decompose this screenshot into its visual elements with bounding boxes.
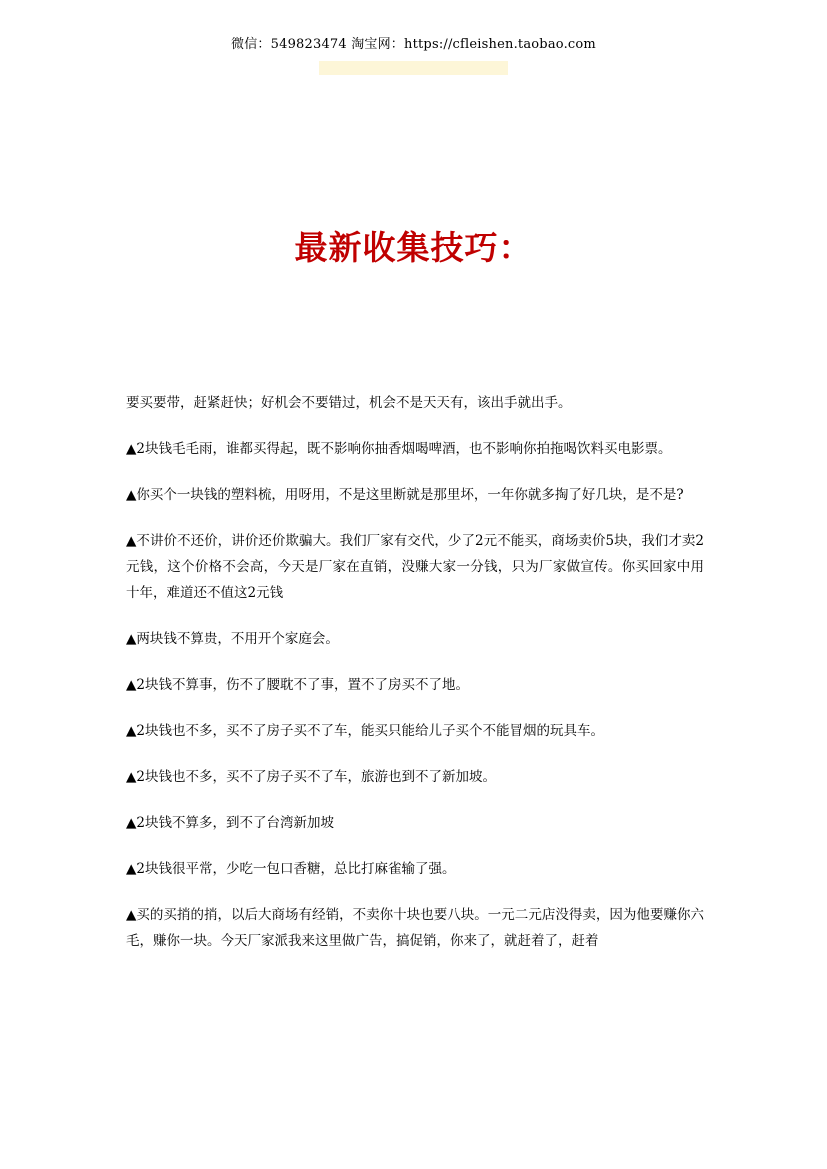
paragraph: ▲你买个一块钱的塑料梳，用呀用，不是这里断就是那里坏，一年你就多掏了好几块，是不是? bbox=[126, 487, 684, 503]
paragraph: ▲不讲价不还价，讲价还价欺骗大。我们厂家有交代，少了2元不能买，商场卖价5块，我们才卖2元钱，这个价格不会高，今天是厂家在直销，没赚大家一分钱，只为厂家做宣传。你买回家中用十年，难道还不值这2元钱 bbox=[126, 533, 704, 601]
paragraph: ▲2块钱不算事，伤不了腰耽不了事，置不了房买不了地。 bbox=[126, 677, 469, 693]
paragraph: ▲2块钱也不多，买不了房子买不了车，旅游也到不了新加坡。 bbox=[126, 769, 496, 785]
paragraph: ▲2块钱也不多，买不了房子买不了车，能买只能给儿子买个不能冒烟的玩具车。 bbox=[126, 723, 604, 739]
paragraph: 要买要带，赶紧赶快；好机会不要错过，机会不是天天有，该出手就出手。 bbox=[126, 395, 572, 411]
paragraph: ▲买的买捎的捎，以后大商场有经销，不卖你十块也要八块。一元二元店没得卖，因为他要赚你六毛，赚你一块。今天厂家派我来这里做广告，搞促销，你来了，就赶着了，赶着 bbox=[126, 907, 704, 949]
page-title: 最新收集技巧： bbox=[294, 228, 533, 267]
paragraph: ▲2块钱很平常，少吃一包口香糖，总比打麻雀输了强。 bbox=[126, 861, 456, 877]
paragraph: ▲2块钱不算多，到不了台湾新加坡 bbox=[126, 815, 334, 831]
page-header: 微信：549823474 淘宝网：https://cfleishen.taobao.com bbox=[231, 37, 596, 52]
header-highlight-bar bbox=[319, 61, 508, 75]
paragraph: ▲2块钱毛毛雨，谁都买得起，既不影响你抽香烟喝啤酒，也不影响你拍拖喝饮料买电影票。 bbox=[126, 441, 672, 457]
paragraph: ▲两块钱不算贵，不用开个家庭会。 bbox=[126, 631, 339, 647]
document-body bbox=[126, 390, 704, 974]
